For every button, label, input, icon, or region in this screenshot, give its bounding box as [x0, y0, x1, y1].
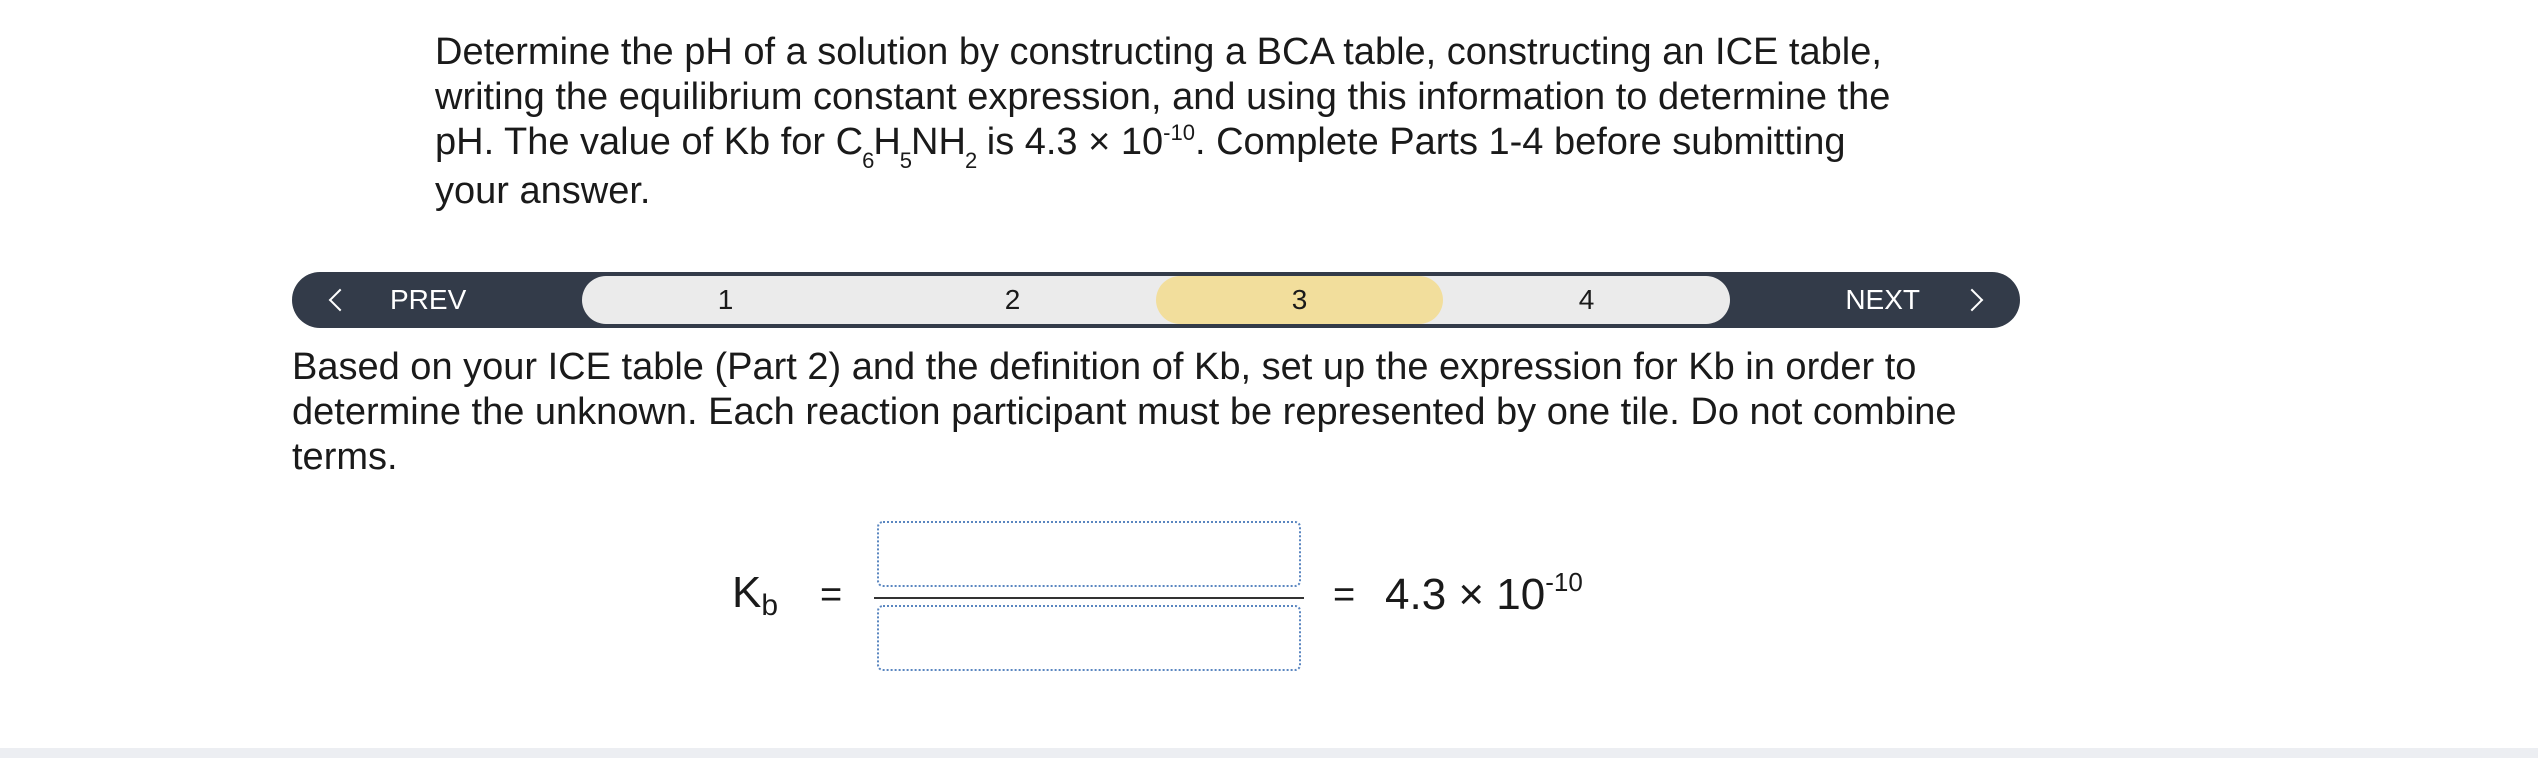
question-text-after: . Complete Parts 1-4 before submitting your answer. — [435, 121, 1846, 212]
numerator-dropzone[interactable] — [877, 521, 1301, 587]
kb-value-exponent: -10 — [1545, 567, 1583, 597]
kb-main: K — [732, 568, 762, 617]
kb-value — [1385, 567, 1583, 620]
kb-label — [732, 568, 779, 622]
fraction-bar — [874, 597, 1304, 599]
formula-sub-2: 2 — [964, 148, 978, 173]
prev-button[interactable] — [332, 272, 466, 328]
bottom-divider — [0, 748, 2538, 758]
question-prompt — [435, 30, 1895, 214]
formula-h: H — [873, 121, 901, 163]
formula-sub-5: 5 — [899, 148, 913, 173]
chevron-right-icon — [1961, 289, 1984, 312]
part-instruction: Based on your ICE table (Part 2) and the definition of Kb, set up the expression for Kb in order to determine the unknown. Each reaction participant must be represented by one tile. Do not combine terms. — [292, 346, 1957, 478]
next-label: NEXT — [1845, 284, 1920, 315]
chevron-left-icon — [329, 289, 352, 312]
question-text-mid: is 4.3 × 10 — [976, 121, 1164, 163]
step-track — [582, 276, 1730, 324]
step-4[interactable]: 4 — [1578, 284, 1595, 315]
kb-subscript: b — [761, 589, 779, 622]
prev-label: PREV — [390, 284, 467, 315]
kb-value-base: 4.3 × 10 — [1385, 570, 1546, 619]
step-2[interactable]: 2 — [1004, 284, 1021, 315]
next-button[interactable] — [1845, 272, 1980, 328]
question-exponent: -10 — [1163, 120, 1195, 145]
question-text-before: Determine the pH of a solution by constructing a BCA table, constructing an ICE table, writing the equilibrium constant expression, and using this information to determine the pH. The value of Kb for — [435, 31, 1891, 163]
denominator-dropzone[interactable] — [877, 605, 1301, 671]
step-1[interactable]: 1 — [717, 284, 734, 315]
step-3-active[interactable]: 3 — [1156, 276, 1443, 324]
step-navigation — [292, 272, 2020, 328]
formula-sub-6: 6 — [862, 148, 875, 173]
equals-sign-right: = — [1333, 574, 1356, 616]
formula-nh: NH — [911, 121, 966, 163]
formula-c: C — [835, 121, 864, 163]
equals-sign-left: = — [820, 574, 843, 616]
